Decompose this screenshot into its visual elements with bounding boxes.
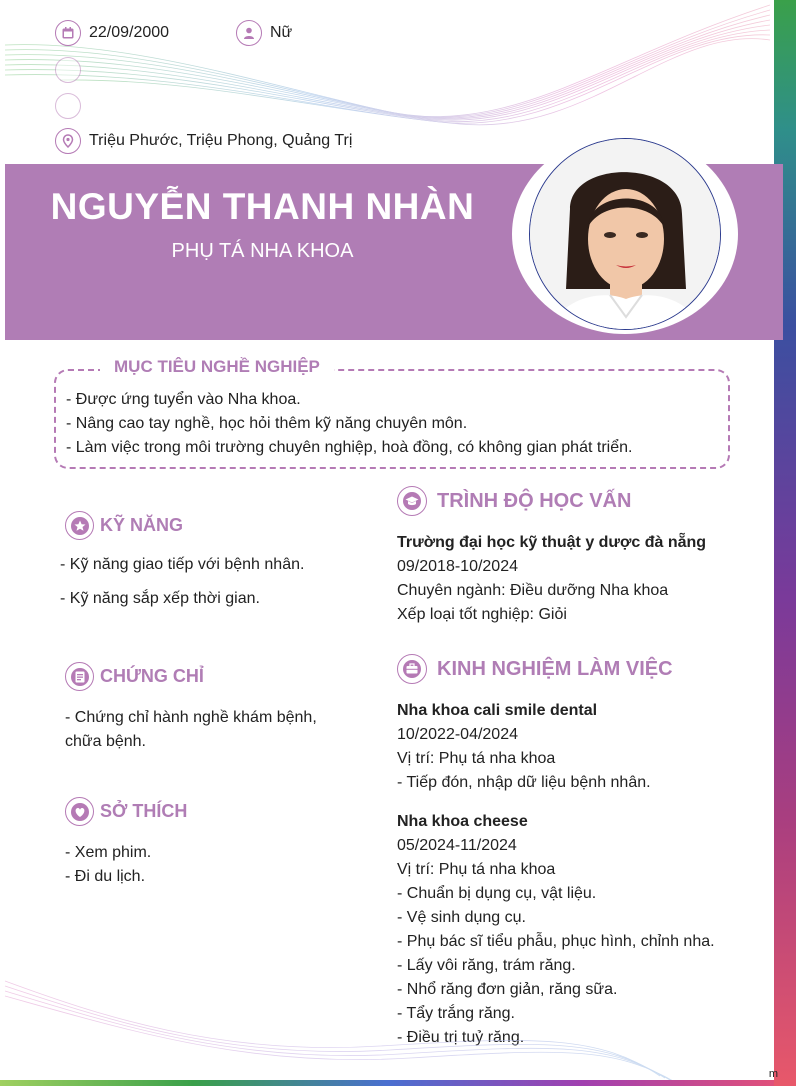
- certificate-line: chữa bệnh.: [65, 733, 146, 750]
- corner-mark: m: [768, 1068, 778, 1080]
- certificate-line: - Chứng chỉ hành nghề khám bệnh,: [65, 709, 317, 726]
- skills-title: KỸ NĂNG: [100, 515, 184, 535]
- job-position: Vị trí: Phụ tá nha khoa: [397, 861, 556, 878]
- education-details: [397, 531, 706, 627]
- address-row: [55, 128, 352, 154]
- hobby-item: - Xem phim.: [65, 844, 152, 861]
- contact-row-blank-2: [55, 93, 89, 119]
- job-period: 10/2022-04/2024: [397, 726, 518, 743]
- job-duty: - Tiếp đón, nhập dữ liệu bệnh nhân.: [397, 774, 651, 791]
- certificates-title: CHỨNG CHỈ: [100, 666, 204, 686]
- job-company: Nha khoa cali smile dental: [397, 702, 598, 719]
- education-major: Chuyên ngành: Điều dưỡng Nha khoa: [397, 582, 669, 599]
- objective-line: - Làm việc trong môi trường chuyên nghiệp, hoà đồng, có không gian phát triển.: [66, 439, 633, 456]
- skills-heading: [65, 511, 183, 540]
- contact-row-blank-1: [55, 57, 89, 83]
- gender-row: [236, 20, 292, 46]
- candidate-name: NGUYỄN THANH NHÀN: [50, 186, 475, 227]
- hobbies-title: SỞ THÍCH: [100, 801, 188, 821]
- location-icon: [55, 128, 81, 154]
- phone-icon: [55, 57, 81, 83]
- heart-icon: [65, 797, 94, 826]
- job-period: 05/2024-11/2024: [397, 837, 517, 854]
- star-icon: [65, 511, 94, 540]
- certificates-heading: [65, 662, 204, 691]
- objective-line: - Được ứng tuyển vào Nha khoa.: [66, 391, 301, 408]
- briefcase-icon: [397, 654, 427, 684]
- birthdate-row: [55, 20, 169, 46]
- objective-list: [66, 388, 632, 460]
- job-company: Nha khoa cheese: [397, 813, 528, 830]
- job-duty: - Chuẩn bị dụng cụ, vật liệu.: [397, 885, 597, 902]
- job-duty: - Lấy vôi răng, trám răng.: [397, 957, 576, 974]
- email-icon: [55, 93, 81, 119]
- job-duty: - Điều trị tuỷ răng.: [397, 1029, 525, 1046]
- skill-item: - Kỹ năng giao tiếp với bệnh nhân.: [60, 556, 305, 573]
- birthdate-text: 22/09/2000: [89, 24, 170, 41]
- job-position: Vị trí: Phụ tá nha khoa: [397, 750, 556, 767]
- job-duty: - Phụ bác sĩ tiểu phẫu, phục hình, chỉnh nha.: [397, 933, 715, 950]
- decorative-bottom-bar: [0, 1080, 774, 1086]
- calendar-icon: [55, 20, 81, 46]
- job-entry: [397, 810, 715, 1050]
- objective-title: MỤC TIÊU NGHỀ NGHIỆP: [100, 357, 334, 377]
- address-text: Triệu Phước, Triệu Phong, Quảng Trị: [89, 132, 353, 149]
- objective-line: - Nâng cao tay nghề, học hỏi thêm kỹ năng chuyên môn.: [66, 415, 468, 432]
- job-duty: - Vệ sinh dụng cụ.: [397, 909, 526, 926]
- decorative-gradient-bar: [774, 0, 796, 1086]
- certificate-list: [65, 706, 317, 754]
- profile-photo-frame: [512, 134, 738, 334]
- gender-text: Nữ: [270, 24, 293, 41]
- education-period: 09/2018-10/2024: [397, 558, 518, 575]
- job-duty: - Tẩy trắng răng.: [397, 1005, 515, 1022]
- profile-photo: [529, 138, 721, 330]
- hobbies-heading: [65, 797, 187, 826]
- hobbies-list: [65, 841, 151, 889]
- education-grade: Xếp loại tốt nghiệp: Giỏi: [397, 606, 567, 623]
- experience-title: KINH NGHIỆM LÀM VIỆC: [437, 657, 673, 680]
- education-heading: [397, 486, 631, 516]
- job-duty: - Nhổ răng đơn giản, răng sữa.: [397, 981, 618, 998]
- education-title: TRÌNH ĐỘ HỌC VẤN: [437, 489, 632, 512]
- skill-item: - Kỹ năng sắp xếp thời gian.: [60, 590, 260, 607]
- experience-heading: [397, 654, 673, 684]
- graduation-cap-icon: [397, 486, 427, 516]
- job-entry: [397, 699, 651, 795]
- person-icon: [236, 20, 262, 46]
- school-name: Trường đại học kỹ thuật y dược đà nẵng: [397, 534, 707, 551]
- certificate-icon: [65, 662, 94, 691]
- hobby-item: - Đi du lịch.: [65, 868, 146, 885]
- candidate-role: PHỤ TÁ NHA KHOA: [171, 240, 354, 262]
